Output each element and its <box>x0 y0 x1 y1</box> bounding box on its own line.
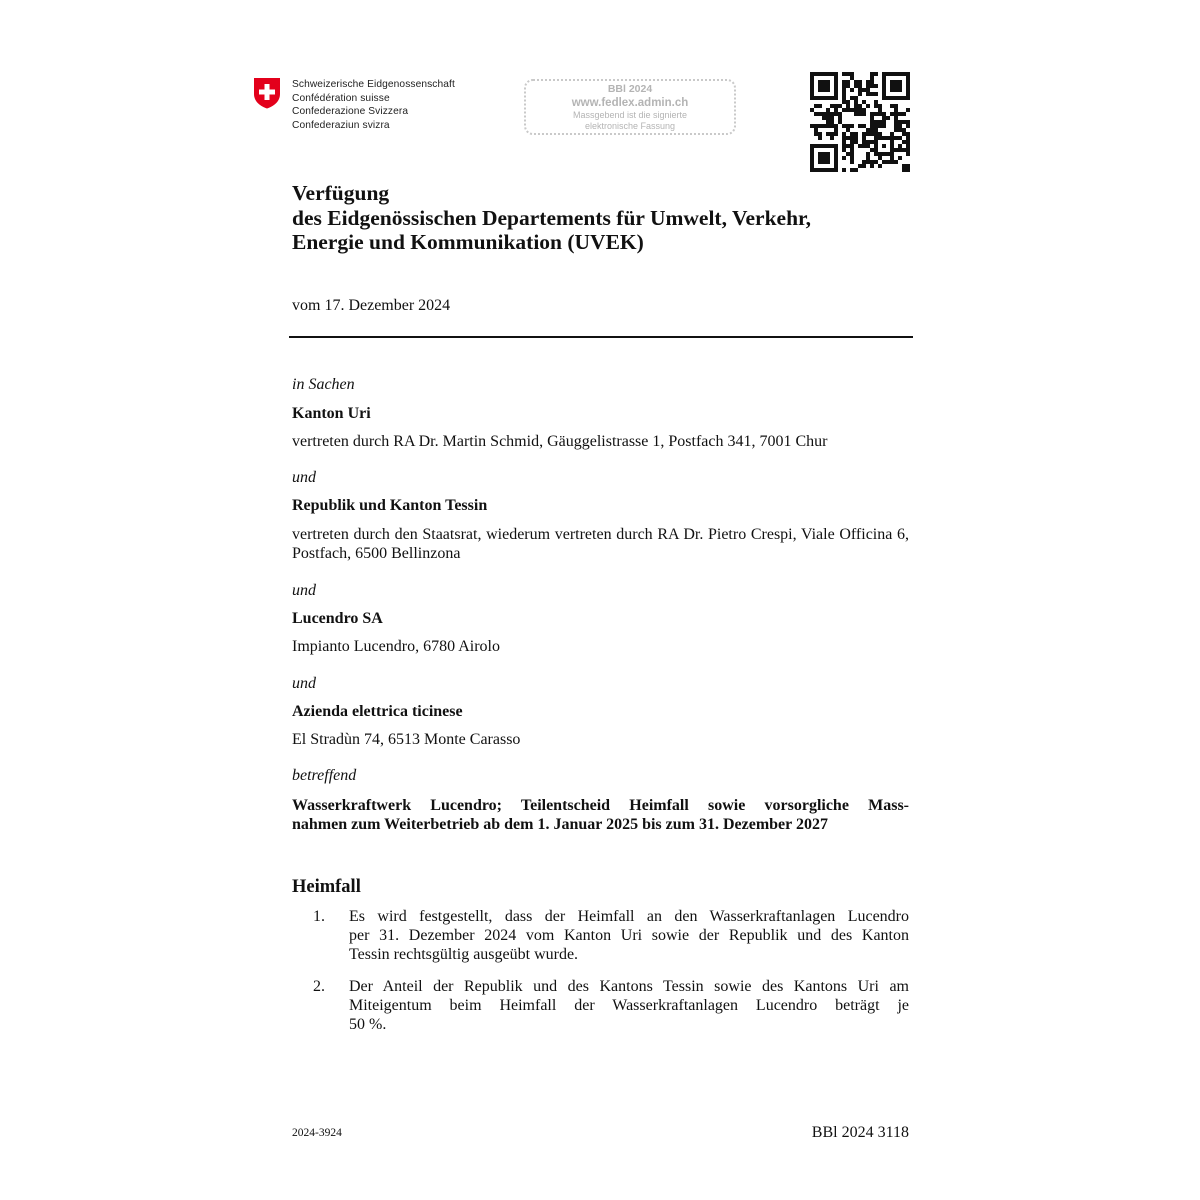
list-item-line: per 31. Dezember 2024 vom Kanton Uri sowie der Republik und des Kanton <box>349 927 909 944</box>
confederation-name-it: Confederazione Svizzera <box>292 106 409 117</box>
decision-date: vom 17. Dezember 2024 <box>292 297 451 314</box>
conjunction-2: und <box>292 582 316 599</box>
list-item-number: 1. <box>313 908 325 925</box>
confederation-name-fr: Confédération suisse <box>292 92 390 104</box>
list-item-line: Miteigentum beim Heimfall der Wasserkraftanlagen Lucendro beträgt je <box>349 997 909 1014</box>
page-title <box>292 181 932 255</box>
party-4-name: Azienda elettrica ticinese <box>292 703 463 720</box>
stamp-line-2: www.fedlex.admin.ch <box>571 97 689 109</box>
party-2-name: Republik und Kanton Tessin <box>292 497 488 514</box>
parties-intro: in Sachen <box>292 376 355 393</box>
swiss-coat-of-arms-icon <box>253 77 281 109</box>
section-heading: Heimfall <box>292 877 361 897</box>
title-line-1: Verfügung <box>292 181 390 205</box>
subject-text <box>292 796 909 834</box>
party-2-representation: vertreten durch den Staatsrat, wiederum vertreten durch RA Dr. Pietro Crespi, Viale Officina 6, Postfach, 6500 Bellinzona <box>292 526 909 562</box>
list-item-number: 2. <box>313 978 325 995</box>
conjunction-3: und <box>292 675 316 692</box>
stamp-line-1: BBl 2024 <box>607 83 653 95</box>
party-3-address: Impianto Lucendro, 6780 Airolo <box>292 638 500 655</box>
party-1-representation: vertreten durch RA Dr. Martin Schmid, Gäuggelistrasse 1, Postfach 341, 7001 Chur <box>292 433 828 450</box>
list-item-line: Der Anteil der Republik und des Kantons Tessin sowie des Kantons Uri am <box>349 978 909 995</box>
list-item <box>349 907 909 964</box>
subject-line-1: Wasserkraftwerk Lucendro; Teilentscheid Heimfall sowie vorsorgliche Mass- <box>292 797 909 814</box>
party-1-name: Kanton Uri <box>292 405 371 422</box>
list-item <box>349 977 909 1034</box>
conjunction-1: und <box>292 469 316 486</box>
confederation-name-de: Schweizerische Eidgenossenschaft <box>292 79 455 90</box>
stamp-line-4: elektronische Fassung <box>584 121 676 131</box>
stamp-line-3: Massgebend ist die signierte <box>572 110 688 120</box>
party-3-name: Lucendro SA <box>292 610 383 627</box>
qr-code-icon <box>810 72 910 172</box>
party-4-address: El Stradùn 74, 6513 Monte Carasso <box>292 731 521 748</box>
title-divider <box>289 336 913 338</box>
title-line-3: Energie und Kommunikation (UVEK) <box>292 230 644 254</box>
list-item-line: Es wird festgestellt, dass der Heimfall an den Wasserkraftanlagen Lucendro <box>349 908 909 925</box>
list-item-line: Tessin rechtsgültig ausgeübt wurde. <box>349 946 579 963</box>
subject-label: betreffend <box>292 767 357 784</box>
subject-line-2: nahmen zum Weiterbetrieb ab dem 1. Januar 2025 bis zum 31. Dezember 2027 <box>292 816 828 833</box>
page-reference: BBl 2024 3118 <box>811 1124 909 1141</box>
publication-stamp <box>524 79 736 135</box>
confederation-name-rm: Confederaziun svizra <box>292 119 390 131</box>
list-item-line: 50 %. <box>349 1016 387 1033</box>
document-number: 2024-3924 <box>292 1127 342 1139</box>
confederation-names <box>292 78 455 132</box>
title-line-2: des Eidgenössischen Departements für Umwelt, Verkehr, <box>292 205 811 230</box>
